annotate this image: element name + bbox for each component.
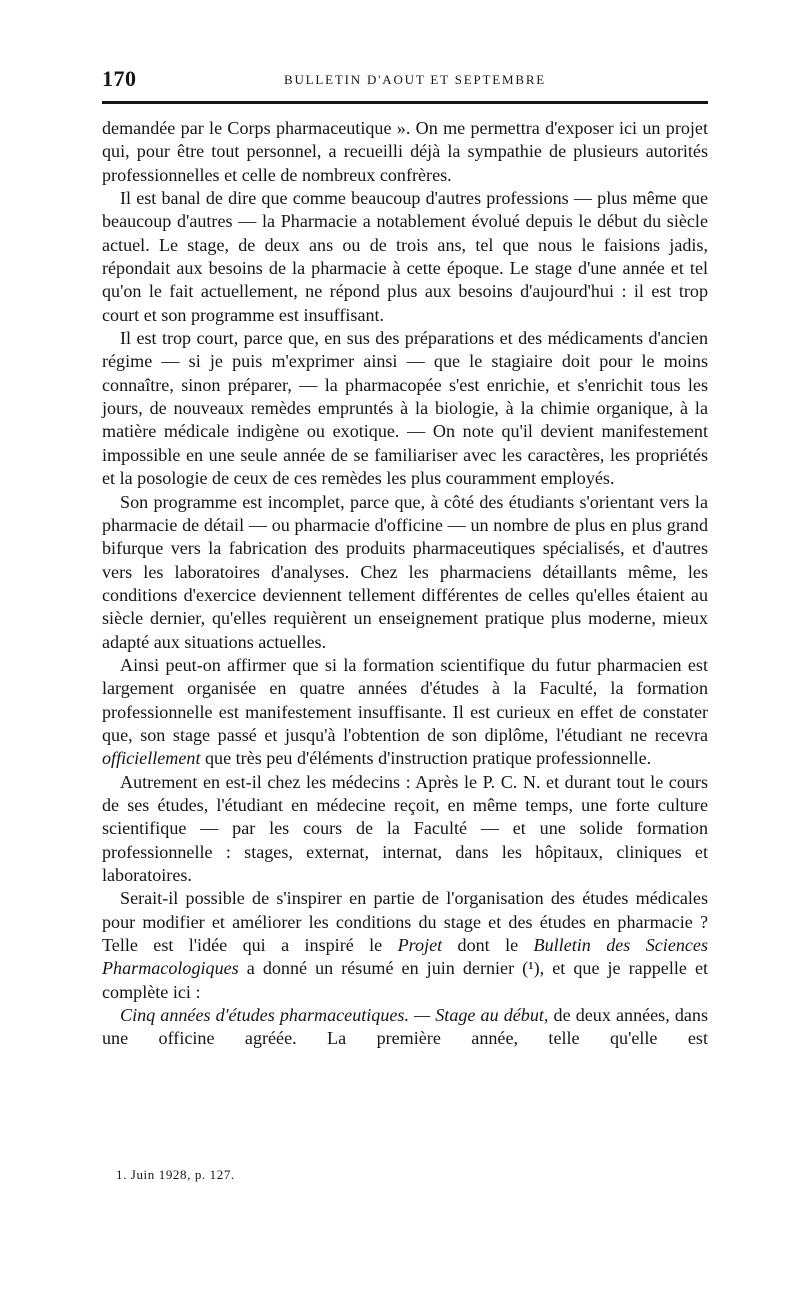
header-rule <box>102 101 708 104</box>
running-title: BULLETIN D'AOUT ET SEPTEMBRE <box>283 72 547 87</box>
footnote-reference: ¹ <box>528 958 534 979</box>
paragraph-8 <box>102 1004 708 1051</box>
page-header <box>102 66 708 94</box>
emphasis-bulletin-title: Bulletin des Sciences Pharmacologiques <box>102 935 709 979</box>
body-text <box>102 117 708 1051</box>
paragraph-7-text-b: dont le <box>442 935 534 956</box>
footnote: 1. Juin 1928, p. 127. <box>116 1167 235 1182</box>
paragraph-1: demandée par le Corps pharmaceutique ». On me permettra d'exposer ici un projet qui, pour être tout personnel, a recueilli déjà la sympathie de plusieurs autorités professionnelles et celle de nombreux confrères. <box>102 118 708 185</box>
emphasis-officiellement: officiellement <box>102 748 201 769</box>
emphasis-cinq-annees: Cinq années d'études pharmaceutiques. — Stage au début, <box>120 1005 549 1026</box>
emphasis-projet: Projet <box>397 935 443 956</box>
paragraph-5-text-b: que très peu d'éléments d'instruction pratique professionnelle. <box>200 748 652 769</box>
paragraph-8-text-a: de deux années, dans une officine agréée. La première année, telle qu'elle est <box>102 1005 708 1049</box>
paragraph-6: Autrement en est-il chez les médecins : Après le P. C. N. et durant tout le cours de ses études, l'étudiant en médecine reçoit, en même temps, une forte culture scientifique — par les cours de la Faculté — et une solide formation professionnelle : stages, externat, internat, dans les hôpitaux, cliniques et laboratoires. <box>102 771 708 885</box>
paragraph-7-text-d: ), et que je rappelle et complète ici : <box>102 958 709 1002</box>
paragraph-4: Son programme est incomplet, parce que, à côté des étudiants s'orientant vers la pharmacie de détail — ou pharmacie d'officine — un nombre de plus en plus grand bifurque vers la fabrication des produits pharmaceutiques spécialisés, et d'autres vers les laboratoires d'analyses. Chez les pharmaciens détaillants même, les conditions d'exercice deviennent tellement différentes de celles qu'elles étaient au siècle dernier, qu'elles requièrent un enseignement pratique plus moderne, mieux adapté aux situations actuelles. <box>102 491 708 652</box>
paragraph-7-text-c: a donné un résumé en juin dernier ( <box>238 958 529 979</box>
paragraph-5 <box>102 654 708 771</box>
paragraph-2: Il est banal de dire que comme beaucoup d'autres professions — plus même que beaucoup d'autres — la Pharmacie a notablement évolué depuis le début du siècle actuel. Le stage, de deux ans ou de trois ans, tel que nous le faisions jadis, répondait aux besoins de la pharmacie à cette époque. Le stage d'une année et tel qu'on le fait actuellement, ne répond plus aux besoins d'aujourd'hui : il est trop court et son programme est insuffisant. <box>102 188 708 325</box>
page-number: 170 <box>102 66 137 91</box>
paragraph-7-text-a: Serait-il possible de s'inspirer en partie de l'organisation des études médicales pour modifier et améliorer les conditions du stage et des études en pharmacie ? Telle est l'idée qui a inspiré le <box>102 888 708 956</box>
paragraph-3: Il est trop court, parce que, en sus des préparations et des médicaments d'ancien régime — si je puis m'exprimer ainsi — que le stagiaire doit pour le moins connaître, sinon préparer, — la pharmacopée s'est enrichie, et s'enrichit tous les jours, de nouveaux remèdes empruntés à la biologie, à la chimie organique, à la matière médicale indigène ou exotique. — On note qu'il devient manifestement impossible en une seule année de se familiariser avec les caractères, les propriétés et la posologie de ceux de ces remèdes les plus couramment employés. <box>102 328 708 489</box>
paragraph-5-text-a: Ainsi peut-on affirmer que si la formation scientifique du futur pharmacien est largement organisée en quatre années d'études à la Faculté, la formation professionnelle est manifestement insuffisante. Il est curieux en effet de constater que, son stage passé et jusqu'à l'obtention de son diplôme, l'étudiant ne recevra <box>102 654 708 745</box>
paragraph-7 <box>102 887 708 1004</box>
